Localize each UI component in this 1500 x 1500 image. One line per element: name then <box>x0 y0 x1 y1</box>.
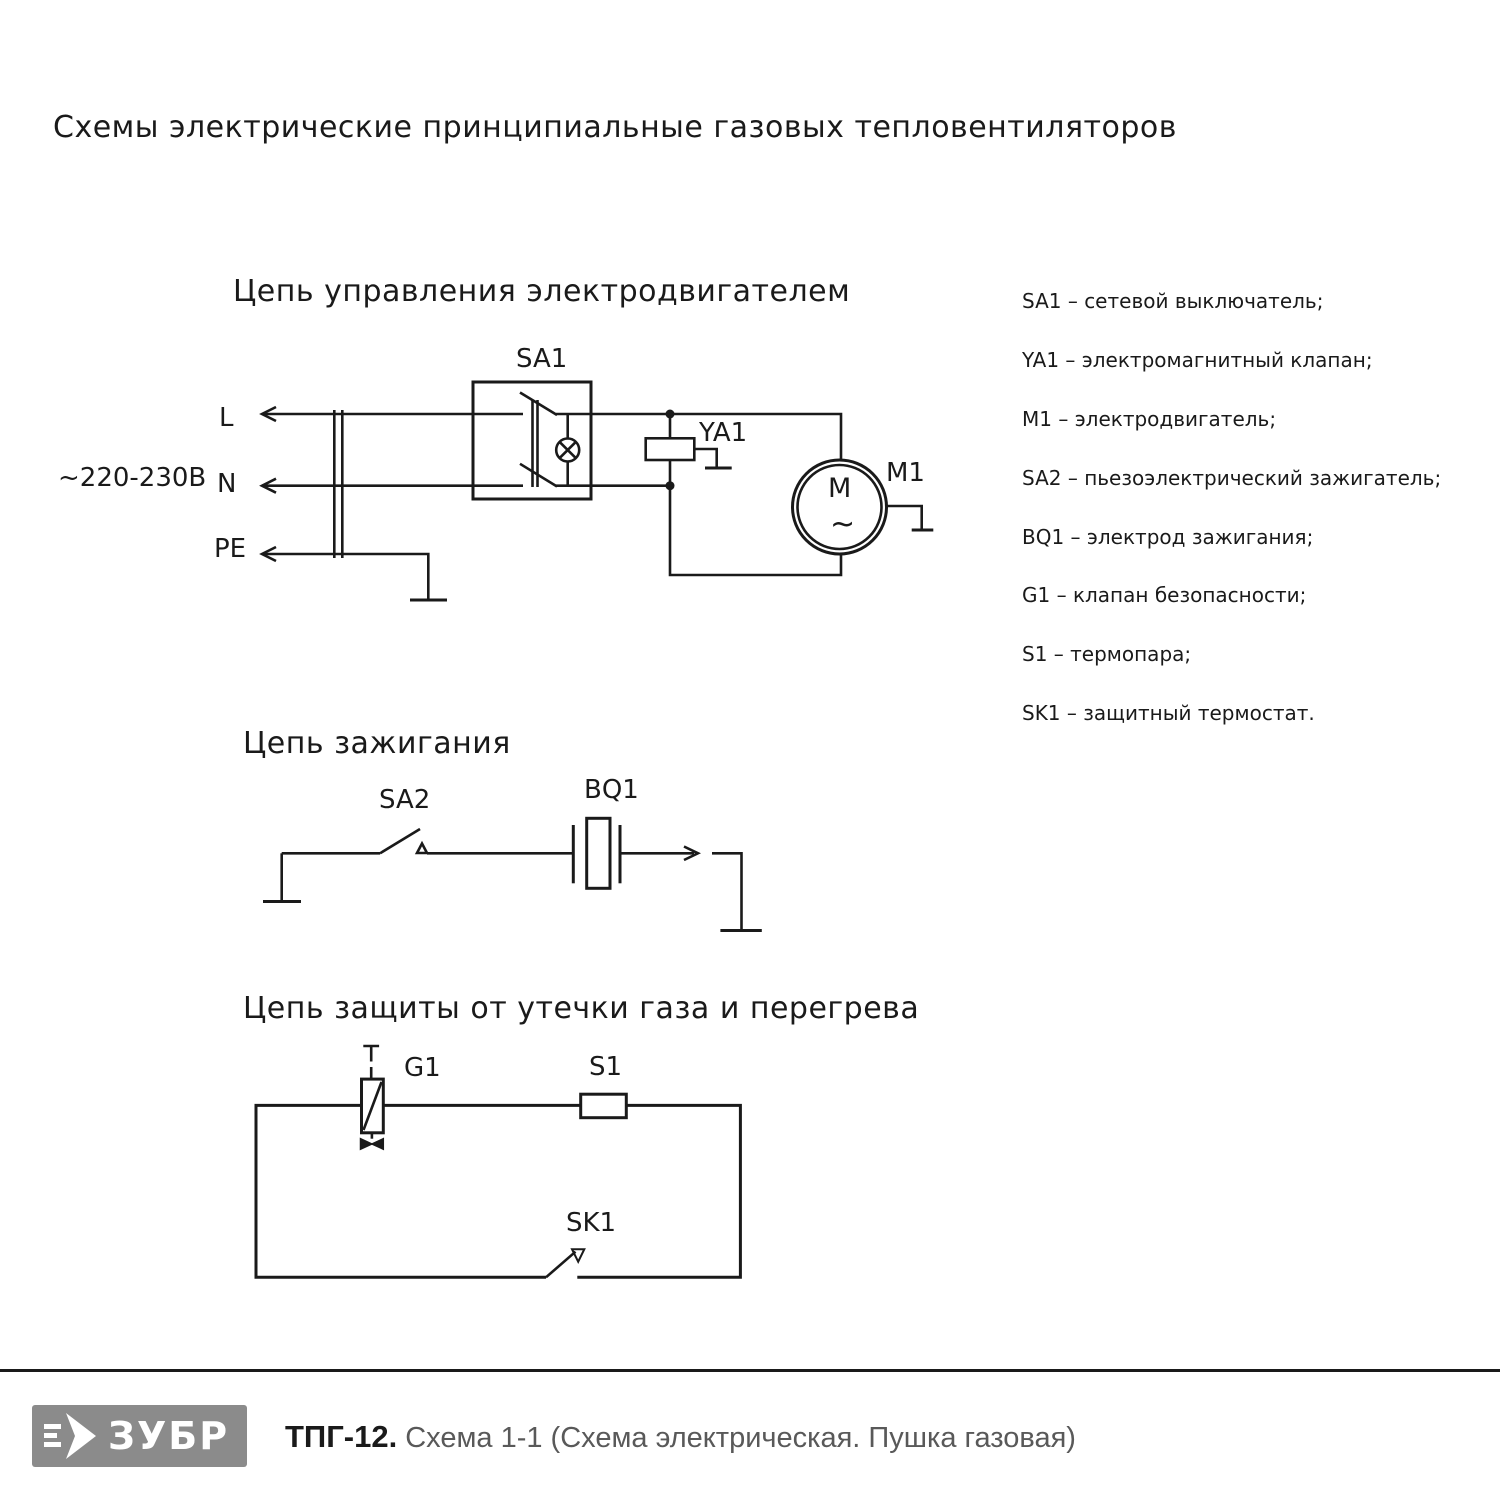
zubr-logo <box>32 1405 247 1467</box>
legend-item-s1: S1 – термопара; <box>1022 642 1192 667</box>
wire-label-l: L <box>219 403 234 433</box>
legend-item-sa2: SA2 – пьезоэлектрический зажигатель; <box>1022 465 1442 490</box>
footer-model: ТПГ-12. <box>285 1419 398 1454</box>
wire-label-pe: PE <box>214 534 247 564</box>
switch-sa2-blade <box>380 829 420 853</box>
label-sk1: SK1 <box>566 1208 617 1238</box>
motor-letter: M <box>828 473 852 504</box>
section-title-protection: Цепь защиты от утечки газа и перегрева <box>243 991 920 1026</box>
switch-sk1-contact <box>572 1249 584 1262</box>
wire-label-n: N <box>217 469 237 499</box>
switch-sa2-contact <box>417 844 427 854</box>
motor-ac-sign: ~ <box>830 507 856 542</box>
junction-dot <box>666 410 675 419</box>
legend-item-ya1: YA1 – электромагнитный клапан; <box>1022 347 1373 372</box>
section-title-motor-control: Цепь управления электродвигателем <box>233 274 851 309</box>
valve-g1-sensor-stub <box>363 1046 379 1079</box>
legend-item-m1: M1 – электродвигатель; <box>1022 406 1277 431</box>
plug-connector-symbol <box>334 410 342 558</box>
legend-item-bq1: BQ1 – электрод зажигания; <box>1022 524 1314 549</box>
footer-scheme-name: Схема 1-1 (Схема электрическая. Пушка газовая) <box>405 1422 1076 1454</box>
electrode-bq1-body <box>587 818 610 888</box>
legend-item-g1: G1 – клапан безопасности; <box>1022 583 1307 608</box>
section-title-ignition: Цепь зажигания <box>243 726 511 761</box>
valve-g1-gas-symbol <box>372 1139 383 1150</box>
label-s1: S1 <box>589 1052 623 1082</box>
footer-caption <box>285 1419 1076 1455</box>
thermocouple-s1-body <box>581 1094 627 1118</box>
voltage-label: ~220-230В <box>58 463 207 493</box>
label-sa1: SA1 <box>516 344 568 374</box>
legend-item-sa1: SA1 – сетевой выключатель; <box>1022 289 1324 313</box>
switch-sk1-blade <box>546 1252 576 1278</box>
solenoid-coil-ya1 <box>646 438 695 460</box>
footer-divider <box>0 1369 1500 1372</box>
ignition-circuit <box>263 818 762 930</box>
label-m1: M1 <box>886 458 925 488</box>
valve-g1-gas-symbol <box>361 1139 372 1150</box>
label-g1: G1 <box>404 1053 441 1083</box>
label-ya1: YA1 <box>699 418 748 448</box>
zubr-logo-arrow-icon <box>42 1411 104 1461</box>
label-bq1: BQ1 <box>584 775 639 805</box>
legend-item-sk1: SK1 – защитный термостат. <box>1022 701 1315 726</box>
label-sa2: SA2 <box>379 785 431 815</box>
protection-circuit <box>256 1046 740 1277</box>
page-title: Схемы электрические принципиальные газовых тепловентиляторов <box>53 110 1177 145</box>
junction-dot <box>666 481 675 490</box>
zubr-logo-text: ЗУБР <box>108 1414 230 1458</box>
